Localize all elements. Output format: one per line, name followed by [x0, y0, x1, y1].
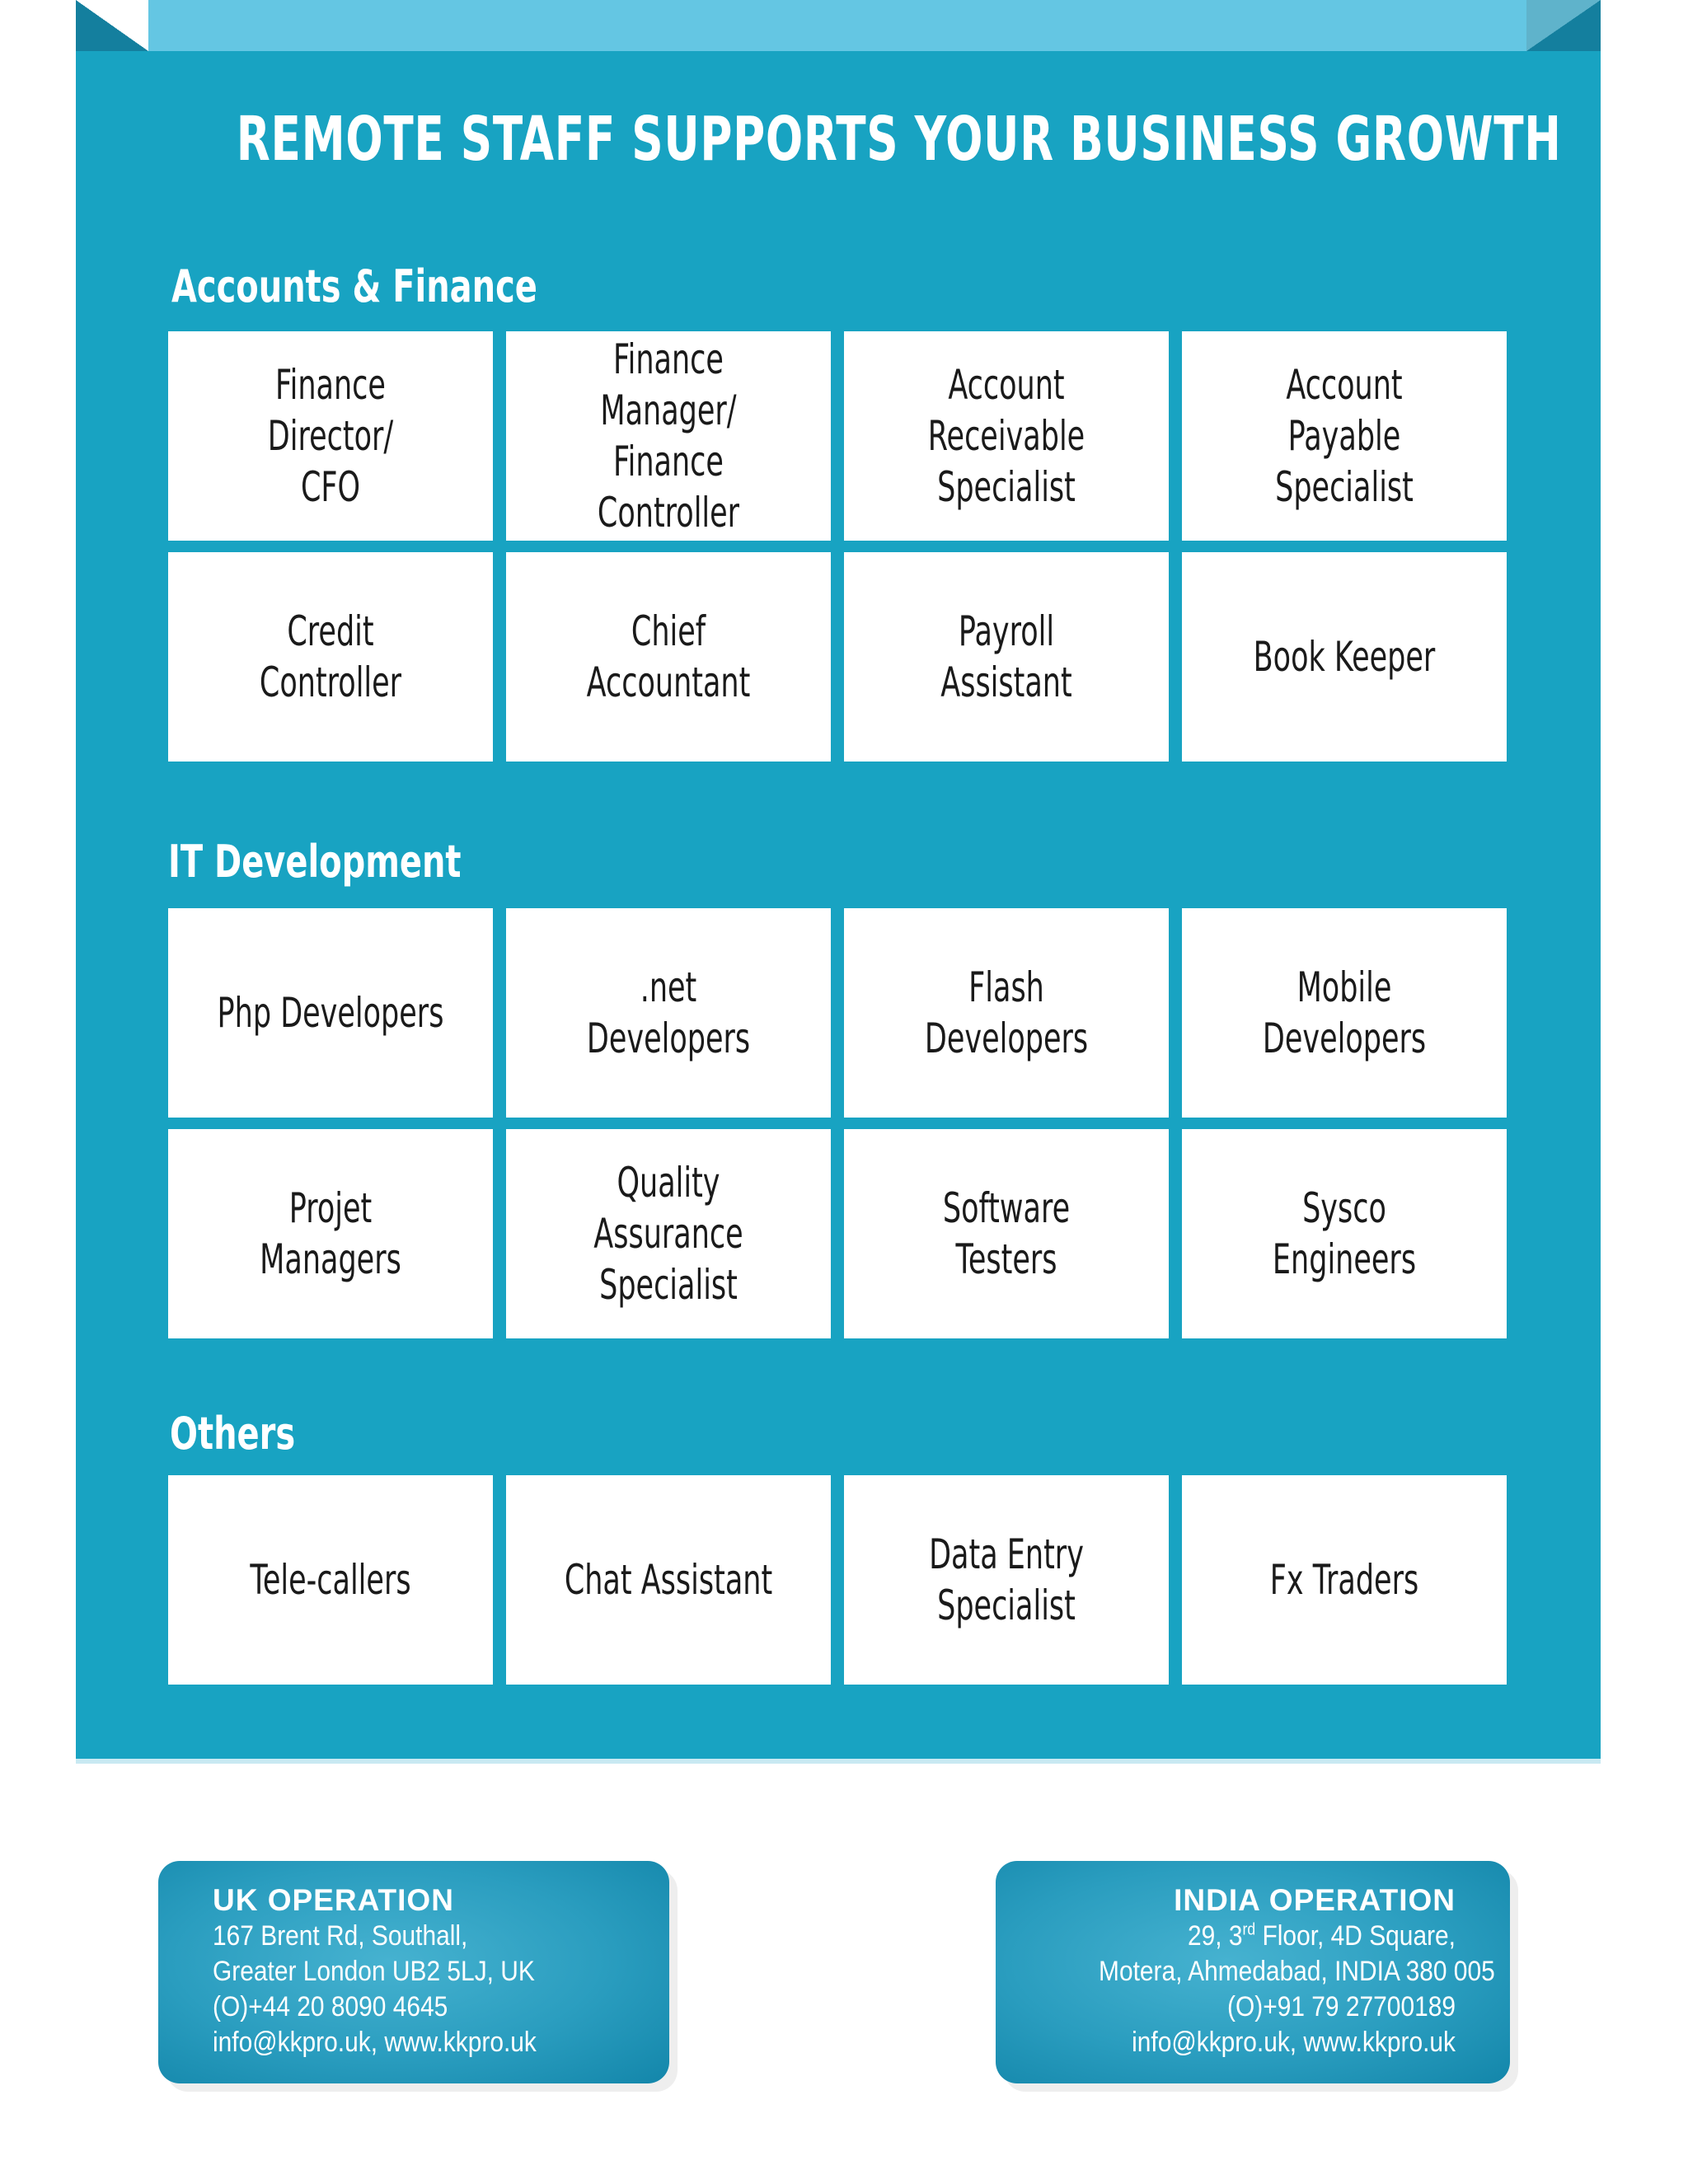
role-label: Quality Assurance Specialist: [593, 1159, 743, 1309]
role-label: Software Testers: [942, 1184, 1071, 1283]
role-card: [506, 1129, 831, 1338]
role-card: [506, 908, 831, 1118]
india-floor-ordinal: rd: [1242, 1920, 1256, 1939]
uk-operation-card: [158, 1861, 669, 2083]
role-card: [844, 1129, 1169, 1338]
section-title-others: Others: [170, 1408, 296, 1460]
india-operation-card: [996, 1861, 1510, 2083]
role-card: [1182, 1475, 1507, 1685]
uk-phone: (O)+44 20 8090 4645: [213, 1991, 448, 2022]
india-address-line-2: Motera, Ahmedabad, INDIA 380 005: [1099, 1956, 1495, 1987]
role-card: [168, 908, 493, 1118]
role-label: Php Developers: [217, 989, 444, 1037]
ribbon-fold-left: [76, 0, 148, 51]
others-grid: [168, 1475, 1507, 1685]
uk-address-line-2: Greater London UB2 5LJ, UK: [213, 1956, 535, 1987]
role-label: Credit Controller: [259, 607, 402, 706]
panel-bottom-edge: [76, 1759, 1601, 1764]
role-card: [168, 1475, 493, 1685]
role-label: Tele-callers: [250, 1556, 411, 1604]
uk-contact: info@kkpro.uk, www.kkpro.uk: [213, 2027, 537, 2058]
role-card: [844, 908, 1169, 1118]
role-card: [506, 331, 831, 541]
role-card: [168, 331, 493, 541]
india-address-line-1-start: 29, 3: [1187, 1920, 1243, 1952]
role-card: [844, 552, 1169, 762]
section-title-accounts-finance: Accounts & Finance: [171, 260, 537, 312]
india-address-line-1: [1099, 1919, 1456, 1954]
role-label: Flash Developers: [924, 963, 1089, 1062]
role-card: [844, 1475, 1169, 1685]
accounts-finance-grid: [168, 331, 1507, 762]
uk-operation-title: UK OPERATION: [213, 1883, 454, 1917]
role-card: [1182, 1129, 1507, 1338]
ribbon-fold-right: [1526, 0, 1601, 51]
role-label: Projet Managers: [260, 1184, 401, 1283]
role-label: Sysco Engineers: [1272, 1184, 1417, 1283]
india-phone: (O)+91 79 27700189: [1227, 1991, 1456, 2022]
role-card: [844, 331, 1169, 541]
role-card: [1182, 331, 1507, 541]
role-label: Finance Director/ CFO: [267, 361, 394, 511]
role-label: Book Keeper: [1253, 633, 1436, 681]
section-title-it-development: IT Development: [168, 836, 462, 888]
role-label: Data Entry Specialist: [929, 1530, 1084, 1629]
role-label: Fx Traders: [1269, 1556, 1419, 1604]
role-label: Mobile Developers: [1262, 963, 1427, 1062]
india-contact: info@kkpro.uk, www.kkpro.uk: [1132, 2027, 1456, 2058]
role-label: Payroll Assistant: [940, 607, 1072, 706]
role-card: [168, 1129, 493, 1338]
page-title: REMOTE STAFF SUPPORTS YOUR BUSINESS GROWTH: [236, 104, 1562, 175]
role-label: .net Developers: [586, 963, 751, 1062]
ribbon-top: [148, 0, 1526, 51]
role-card: [168, 552, 493, 762]
role-label: Chat Assistant: [564, 1556, 773, 1604]
uk-address-line-1: 167 Brent Rd, Southall,: [213, 1920, 468, 1952]
role-label: Finance Manager/ Finance Controller: [597, 335, 740, 537]
role-label: Account Payable Specialist: [1275, 361, 1414, 511]
role-card: [1182, 552, 1507, 762]
role-card: [506, 552, 831, 762]
it-development-grid: [168, 908, 1507, 1338]
role-card: [506, 1475, 831, 1685]
role-label: Account Receivable Specialist: [927, 361, 1085, 511]
role-label: Chief Accountant: [586, 607, 751, 706]
india-operation-title: INDIA OPERATION: [1174, 1883, 1456, 1917]
role-card: [1182, 908, 1507, 1118]
india-address-line-1-end: Floor, 4D Square,: [1255, 1920, 1456, 1952]
